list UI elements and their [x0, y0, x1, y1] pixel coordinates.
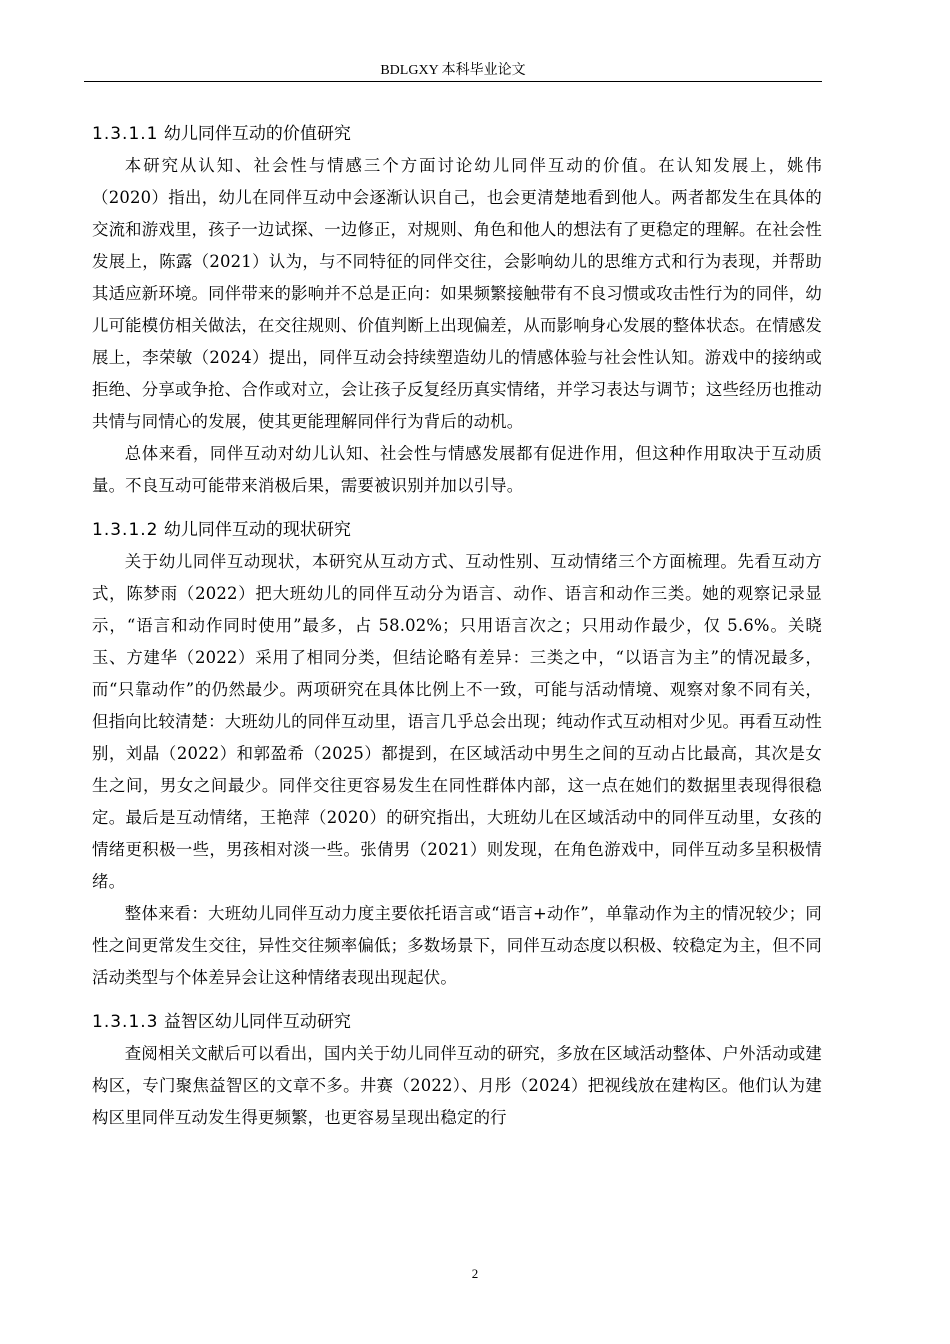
- section-title: 益智区幼儿同伴互动研究: [163, 1012, 351, 1032]
- header-title: BDLGXY 本科毕业论文: [380, 63, 526, 78]
- section-title: 幼儿同伴互动的现状研究: [163, 520, 351, 540]
- section-heading-puzzle-area: [92, 1006, 822, 1038]
- document-body: [92, 118, 822, 1134]
- section-heading-value: [92, 118, 822, 150]
- section-heading-status: [92, 514, 822, 546]
- spacer: [92, 502, 822, 514]
- section-number: 1.3.1.3: [92, 1012, 159, 1032]
- paragraph: 本研究从认知、社会性与情感三个方面讨论幼儿同伴互动的价值。在认知发展上，姚伟（2020）指出，幼儿在同伴互动中会逐渐认识自己，也会更清楚地看到他人。两者都发生在具体的交流和游戏里，孩子一边试探、一边修正，对规则、角色和他人的想法有了更稳定的理解。在社会性发展上，陈露（2021）认为，与不同特征的同伴交往，会影响幼儿的思维方式和行为表现，并帮助其适应新环境。同伴带来的影响并不总是正向：如果频繁接触带有不良习惯或攻击性行为的同伴，幼儿可能模仿相关做法，在交往规则、价值判断上出现偏差，从而影响身心发展的整体状态。在情感发展上，李荣敏（2024）提出，同伴互动会持续塑造幼儿的情感体验与社会性认知。游戏中的接纳或拒绝、分享或争抢、合作或对立，会让孩子反复经历真实情绪，并学习表达与调节；这些经历也推动共情与同情心的发展，使其更能理解同伴行为背后的动机。: [92, 156, 822, 431]
- section-number: 1.3.1.2: [92, 520, 159, 540]
- spacer: [92, 994, 822, 1006]
- page-header: [84, 60, 822, 82]
- paragraph: 查阅相关文献后可以看出，国内关于幼儿同伴互动的研究，多放在区域活动整体、户外活动或建构区，专门聚焦益智区的文章不多。井赛（2022）、月彤（2024）把视线放在建构区。他们认为建构区里同伴互动发生得更频繁，也更容易呈现出稳定的行: [92, 1044, 822, 1127]
- section-title: 幼儿同伴互动的价值研究: [163, 124, 351, 144]
- paragraph: 整体来看：大班幼儿同伴互动力度主要依托语言或“语言+动作”，单靠动作为主的情况较少；同性之间更常发生交往，异性交往频率偏低；多数场景下，同伴互动态度以积极、较稳定为主，但不同活动类型与个体差异会让这种情绪表现出现起伏。: [92, 904, 822, 987]
- page-number: 2: [471, 1266, 479, 1281]
- paragraph: 关于幼儿同伴互动现状，本研究从互动方式、互动性别、互动情绪三个方面梳理。先看互动方式，陈梦雨（2022）把大班幼儿的同伴互动分为语言、动作、语言和动作三类。她的观察记录显示，“语言和动作同时使用”最多，占 58.02%；只用语言次之；只用动作最少，仅 5.6%。关晓玉、方建华（2022）采用了相同分类，但结论略有差异：三类之中，“以语言为主”的情况最多，而“只靠动作”的仍然最少。两项研究在具体比例上不一致，可能与活动情境、观察对象不同有关，但指向比较清楚：大班幼儿的同伴互动里，语言几乎总会出现；纯动作式互动相对少见。再看互动性别，刘晶（2022）和郭盈希（2025）都提到，在区域活动中男生之间的互动占比最高，其次是女生之间，男女之间最少。同伴交往更容易发生在同性群体内部，这一点在她们的数据里表现得很稳定。最后是互动情绪，王艳萍（2020）的研究指出，大班幼儿在区域活动中的同伴互动里，女孩的情绪更积极一些，男孩相对淡一些。张倩男（2021）则发现，在角色游戏中，同伴互动多呈积极情绪。: [92, 552, 822, 891]
- section-number: 1.3.1.1: [92, 124, 159, 144]
- paragraph: 总体来看，同伴互动对幼儿认知、社会性与情感发展都有促进作用，但这种作用取决于互动质量。不良互动可能带来消极后果，需要被识别并加以引导。: [92, 444, 822, 495]
